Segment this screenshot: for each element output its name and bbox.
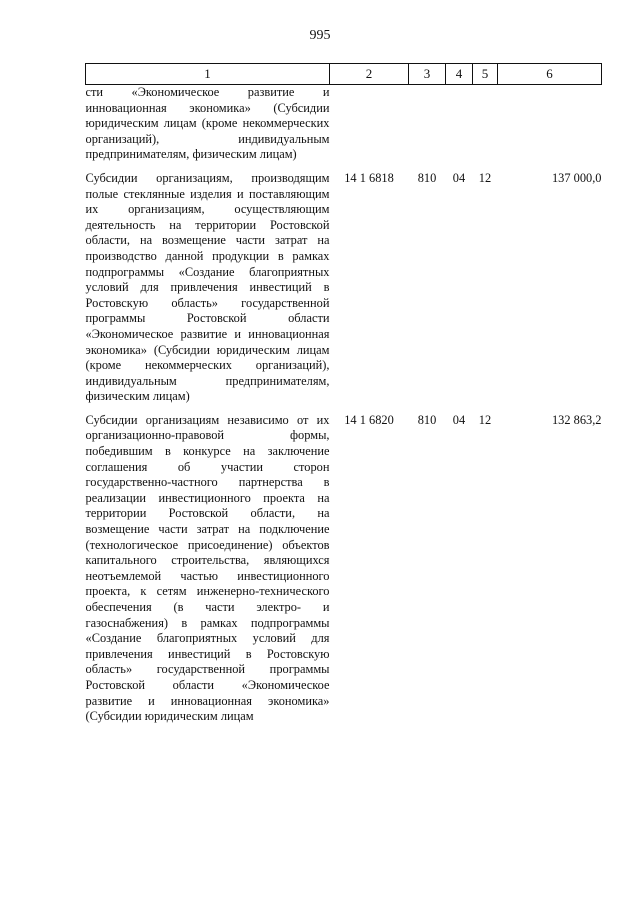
row-amount: 132 863,2 [551, 412, 602, 427]
row-expense-type: 810 [417, 170, 437, 185]
table-row [86, 171, 602, 405]
budget-table [85, 63, 602, 725]
column-header-6: 6 [498, 64, 602, 85]
row-subsection: 12 [478, 412, 492, 427]
row-amount: 137 000,0 [551, 170, 602, 185]
row-expense-type: 810 [417, 412, 437, 427]
column-header-2: 2 [330, 64, 409, 85]
column-header-5: 5 [473, 64, 498, 85]
table-row [86, 85, 602, 163]
row-expense-type [409, 85, 446, 163]
page-number: 995 [309, 28, 331, 43]
row-amount [498, 85, 602, 163]
column-header-4: 4 [446, 64, 473, 85]
row-section: 04 [452, 170, 466, 185]
row-description: Субсидии организациям, производящим полые стеклянные изделия и поставляющим их организациям, осуществляющим деятельность на территории Ростовской области, на возмещение части затрат на производство данной продукции в рамках подпрограммы «Создание благоприятных условий для привлечения инвестиций в Ростовскую область» государственной программы Ростовской области «Экономическое развитие и инновационная экономика» (Субсидии юридическим лицам (кроме некоммерческих организаций), индивидуальным предпринимателям, физическим лицам) [85, 170, 330, 404]
row-description: Субсидии организациям независимо от их организационно-правовой формы, победившим в конкурсе на заключение соглашения об участии сторон государственно-частного партнерства в реализации инвестиционного проекта на территории Ростовской области, на возмещение части затрат на подключение (технологическое присоединение) объектов капитального строительства, являющихся неотъемлемой частью инвестиционного проекта, к сетям инженерно-технического обеспечения (в части электро- и газоснабжения) в рамках подпрограммы «Создание благоприятных условий для привлечения инвестиций в Ростовскую область» государственной программы Ростовской области «Экономическое развитие и инновационная экономика» (Субсидии юридическим лицам [85, 412, 330, 724]
table-row [86, 413, 602, 725]
table-header-row [86, 64, 602, 85]
row-subsection [473, 85, 498, 163]
row-section: 04 [452, 412, 466, 427]
row-subsection: 12 [478, 170, 492, 185]
row-section [446, 85, 473, 163]
row-target-code [330, 85, 409, 163]
column-header-3: 3 [409, 64, 446, 85]
column-header-1: 1 [86, 64, 330, 85]
row-target-code: 14 1 6820 [344, 412, 394, 427]
row-target-code: 14 1 6818 [344, 170, 394, 185]
row-description: сти «Экономическое развитие и инновационная экономика» (Субсидии юридическим лицам (кроме некоммерческих организаций), индивидуальным предпринимателям, физическим лицам) [85, 85, 330, 162]
